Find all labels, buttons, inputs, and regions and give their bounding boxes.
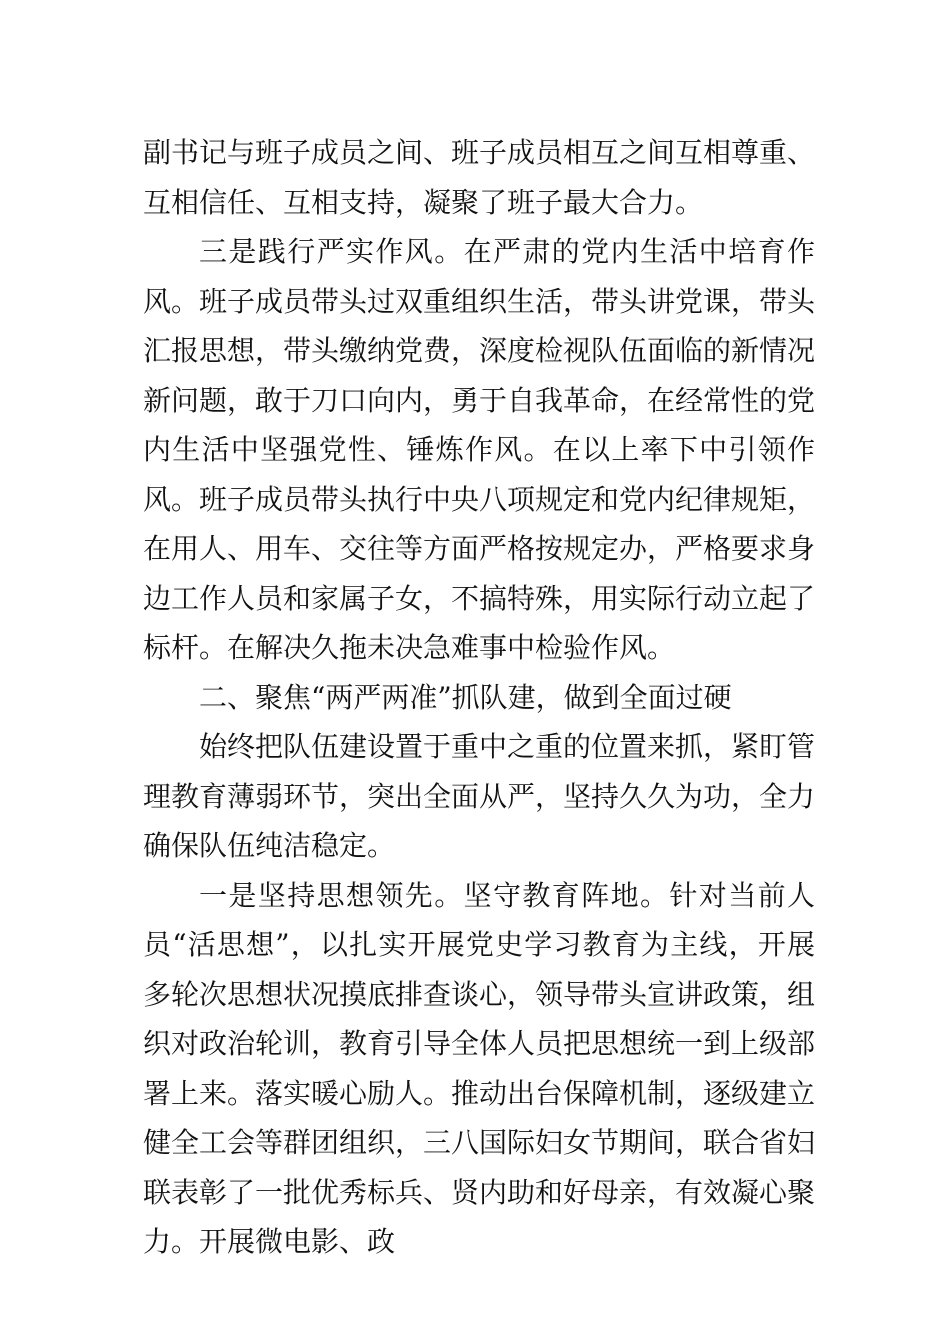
paragraph-5: 一是坚持思想领先。坚守教育阵地。针对当前人员“活思想”，以扎实开展党史学习教育为主线，开展多轮次思想状况摸底排查谈心，领导带头宣讲政策，组织对政治轮训，教育引导全体人员把思想统一到上级部署上来。落实暖心励人。推动出台保障机制，逐级建立健全工会等群团组织，三八国际妇女节期间，联合省妇联表彰了一批优秀标兵、贤内助和好母亲，有效凝心聚力。开展微电影、政 (143, 878, 816, 1258)
paragraph-1: 副书记与班子成员之间、班子成员相互之间互相尊重、互相信任、互相支持，凝聚了班子最大合力。 (143, 136, 816, 219)
paragraph-2: 三是践行严实作风。在严肃的党内生活中培育作风。班子成员带头过双重组织生活，带头讲党课，带头汇报思想，带头缴纳党费，深度检视队伍面临的新情况新问题，敢于刀口向内，勇于自我革命，在经常性的党内生活中坚强党性、锤炼作风。在以上率下中引领作风。班子成员带头执行中央八项规定和党内纪律规矩，在用人、用车、交往等方面严格按规定办，严格要求身边工作人员和家属子女，不搞特殊，用实际行动立起了标杆。在解决久拖未决急难事中检验作风。 (143, 235, 816, 664)
section-heading: 二、聚焦“两严两准”抓队建，做到全面过硬 (199, 680, 732, 714)
document-body (143, 128, 815, 1267)
paragraph-4: 始终把队伍建设置于重中之重的位置来抓，紧盯管理教育薄弱环节，突出全面从严，坚持久久为功，全力确保队伍纯洁稳定。 (143, 730, 816, 862)
